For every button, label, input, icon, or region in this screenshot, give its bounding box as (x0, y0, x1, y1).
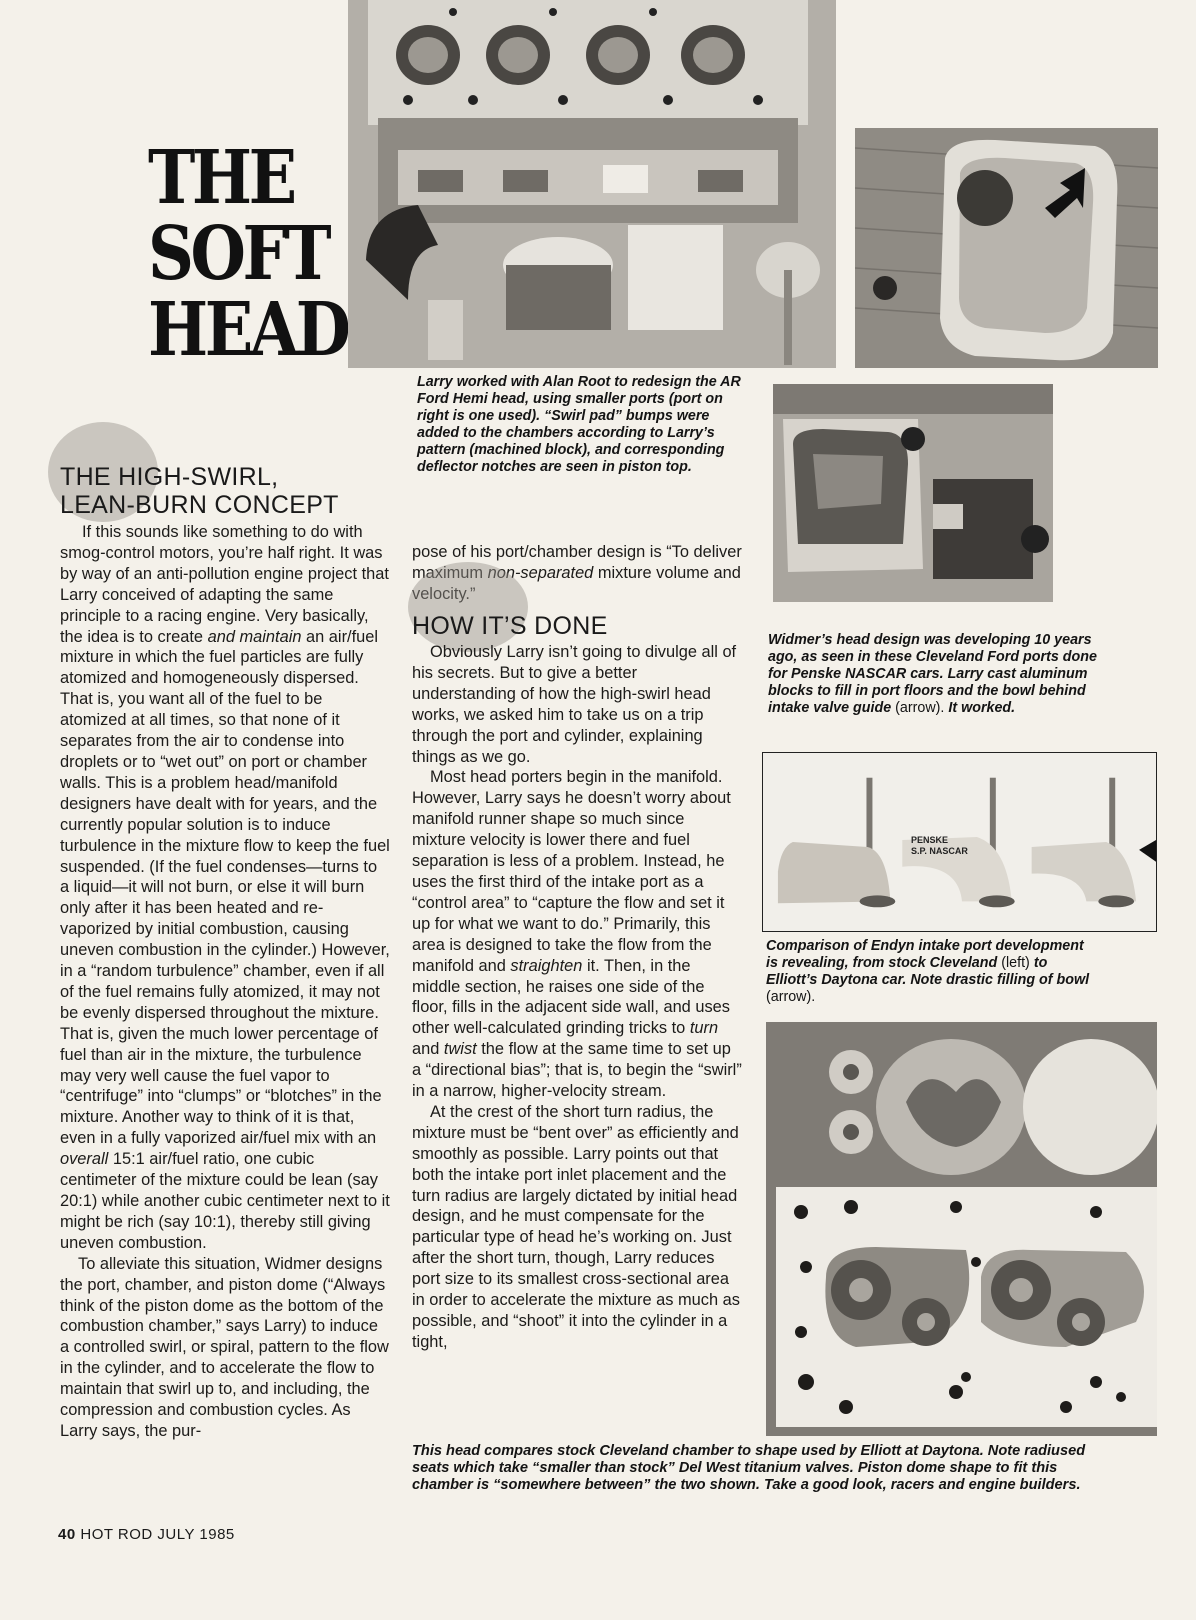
caption-cleveland-ports: Widmer’s head design was developing 10 years ago, as seen in these Cleveland Ford ports done for Penske NASCAR cars. Larry cast aluminum blocks to fill in port floors and the bowl behind intake valve guide (arrow). It worked. (768, 632, 1097, 716)
caption-chamber-comparison: This head compares stock Cleveland chamber to shape used by Elliott at Daytona. Note radiused seats which take “smaller than stock” Del West titanium valves. Piston dome shape to fit this chamber is “somewhere between” the two shown. Take a good look, racers and engine builders. (412, 1443, 1086, 1493)
photo-cleveland-ports (773, 384, 1053, 602)
caption-ar-ford-hemi: Larry worked with Alan Root to redesign the AR Ford Hemi head, using smaller ports (port on right is one used). “Swirl pad” bumps were added to the chambers according to Larry’s pattern (machined block), and corresponding deflector notches are seen in piston top. (417, 374, 741, 475)
paragraph: pose of his port/chamber design is “To deliver maximum non-separated mixture volume and velocity.” (412, 543, 742, 603)
heading-how-its-done: HOW IT’S DONE (412, 612, 608, 640)
paragraph: Obviously Larry isn’t going to divulge all of his secrets. But to give a better understanding of how the high-swirl head works, we asked him to take us on a trip through the port and cylinder, explaining things as we go. (412, 643, 737, 766)
paragraph: At the crest of the short turn radius, the mixture must be “bent over” as efficiently and smoothly as possible. Larry points out that both the intake port inlet placement and the turn radius are largely dictated by initial head design, and he must compensate for the particular type of head he’s working on. Just after the short turn, though, Larry reduces port size to its smallest cross-sectional area in order to accelerate the mixture as much as possible, and “shoot” it into the cylinder in a tight, (412, 1102, 740, 1351)
body-column-1 (60, 522, 390, 1442)
photo-chamber-comparison (766, 1022, 1157, 1436)
page-footer: 40 HOT ROD JULY 1985 (58, 1526, 235, 1543)
paragraph: If this sounds like something to do with smog-control motors, you’re half right. It was by way of an anti-pollution engine project that Larry conceived of adapting the same principle to a racing engine. Very basically, the idea is to create and maintain an air/fuel mixture in which the fuel particles are fully atomized and homogeneously dispersed. That is, you want all of the fuel to be atomized at all times, so that none of it separates from the air to condense into droplets or to “wet out” on port or chamber walls. This is a problem head/manifold designers have dealt with for years, and the currently popular solution is to induce turbulence in the mixture flow to keep the fuel suspended. (If the fuel condenses—turns to a liquid—it will not burn, or else it will burn only after it has been heated and re-vaporized by initial combustion, causing uneven combustion in the cylinder.) However, in a “random turbulence” chamber, even if all of the fuel remains fully atomized, it may not be evenly dispersed throughout the mixture. That is, given the much lower percentage of fuel than air in the mixture, the turbulence may very well cause the fuel vapor to “centrifuge” into “clumps” or “blotches” in the mixture. Another way to think of it is that, even in a fully vaporized air/fuel mix with an overall 15:1 air/fuel ratio, one cubic centimeter of the mixture could be lean (say 20:1) while another cubic centimeter next to it might be rich (say 10:1), thereby still giving uneven combustion. (60, 523, 390, 1252)
photo-head-and-parts (348, 0, 836, 368)
paragraph: To alleviate this situation, Widmer designs the port, chamber, and piston dome (“Always think of the piston dome as the bottom of the combustion chamber,” says Larry) to induce a controlled swirl, or spiral, pattern to the flow in the cylinder, and to accelerate the flow to maintain that swirl up to, and including, the compression and combustion cycles. As Larry says, the pur- (60, 1254, 389, 1440)
photo-intake-port-comparison (762, 752, 1157, 932)
paragraph: Most head porters begin in the manifold. However, Larry says he doesn’t worry about manifold runner shape so much since mixture velocity is lower there and fuel separation is less of a problem. Instead, he uses the first third of the intake port as a “control area” to “capture the flow and set it up for what we want to do.” Primarily, this area is designed to take the flow from the manifold and straighten it. Then, in the middle section, he raises one side of the floor, fills in the adjacent side wall, and uses other well-calculated grinding tricks to turn and twist the flow at the same time to set up a “directional bias”; that is, to begin the “swirl” in a narrow, higher-velocity stream. (412, 768, 742, 1101)
article-title: THE SOFT HEAD (148, 135, 348, 373)
body-column-2-cont (412, 642, 742, 1353)
photo-port-closeup (855, 128, 1158, 368)
caption-endyn-port: Comparison of Endyn intake port development is revealing, from stock Cleveland (left) to Elliott’s Daytona car. Note drastic filling of bowl (arrow). (766, 938, 1090, 1005)
heading-high-swirl: THE HIGH-SWIRL, LEAN-BURN CONCEPT (60, 463, 339, 519)
penske-label: PENSKE S.P. NASCAR (911, 835, 968, 856)
